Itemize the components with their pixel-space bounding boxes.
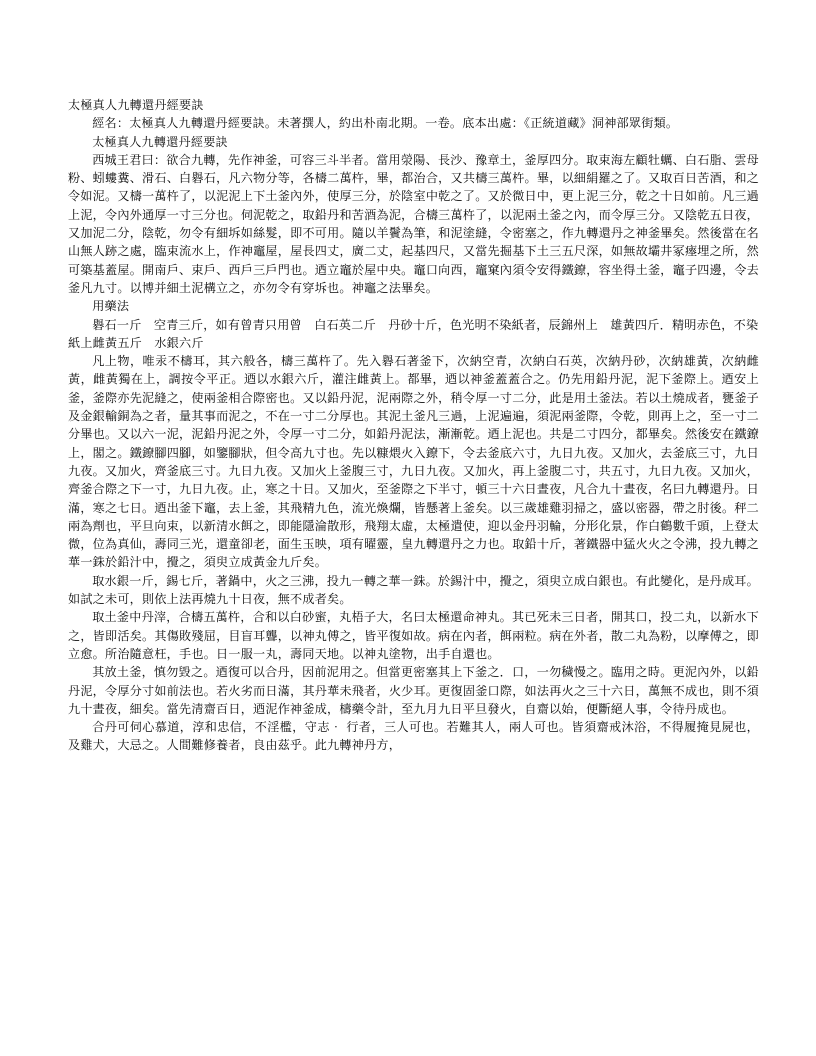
- section-title-medicine-method: 用藥法: [92, 299, 130, 314]
- bibliographic-note: 經名：太極真人九轉還丹經要訣。未著撰人，約出朴南北期。一卷。底本出處：《正統道藏》洞神部眾街類。: [92, 116, 679, 131]
- paragraph-silver-transmutation: 取水銀一斤，錫七斤，著鍋中，火之三沸，投九一轉之華一銖。於錫汁中，攪之，須臾立成白銀也。有此變化，是丹成耳。如試之未可，則依上法再燒九十日夜，無不成者矣。: [68, 573, 759, 607]
- section-title-main: 太極真人九轉還丹經要訣: [92, 134, 228, 149]
- paragraph-reuse-of-furnace: 其放土釜，慎勿毀之。迺復可以合丹，因前泥用之。但當更密塞其上下釜之．口，一勿穢慢之。臨用之時。更泥內外，以鉛丹泥，令厚分寸如前法也。若火劣而日滿，其丹華未飛者，火少耳。更復固釜口際，如法再火之三十六日，萬無不成也，則不須九十晝夜，細矣。當先清齋百日，迺泥作神釜成，檮藥令計，至九月九日平旦發火，自齋以始，便斷絕人事，令待丹成也。: [68, 665, 759, 716]
- document-title-line: 太極真人九轉還丹經要訣: [68, 98, 204, 112]
- paragraph-compounding-method: 凡上物，唯汞不檮耳，其六般各，檮三萬杵了。先入礜石著釜下，次納空青，次納白石英，次納丹砂，次納雄黃，次納雌黃，雌黃獨在上，調按令平正。迺以水銀六斤，灌注雌黃上。都畢，迺以神釜蓋蓋合之。仍先用鉛丹泥，泥下釜際上。迺安上釜，釜際亦先泥縫之，使兩釜相合際密也。又以鉛丹泥，泥兩際之外，稍令厚一寸二分，此是用土釜法。若以土燒成者，甕釜子及金銀輸銅為之者，量其事而泥之，不在一寸二分厚也。其泥土釜凡三過，上泥遍遍，須泥兩釜際，令乾，則再上之，至一寸二分畢也。又以六一泥，泥鉛丹泥之外，令厚一寸二分，如鉛丹泥法，漸漸乾。迺上泥也。共是二寸四分，都畢矣。然後安在鐵鐐上，閣之。鐵鐐腳四腳，如鑒腳狀，但令高九寸也。先以糠煨火入鐐下，令去釜底六寸，九日九夜。又加火，去釜底三寸，九日九夜。又加火，齊釜底三寸。九日九夜。又加火上釜腹三寸，九日九夜。又加火，再上釜腹二寸，共五寸，九日九夜。又加火，齊釜合際之下一寸，九日九夜。止，寒之十日。又加火，至釜際之下半寸，頓三十六日晝夜，凡合九十晝夜，名曰九轉還丹。日滿，寒之七日。迺出釜下竈，去上釜，其飛精九色，流光煥爛，皆懸著上釜矣。以三歲雄雞羽掃之，盛以密器，帶之肘後。秤二兩為劑也，平旦向束，以新清水餌之，即能隱淪散形，飛翔太虛，太極遣使，迎以金丹羽輪，分形化景，作白鶴數千頭，上登太微，位為真仙，壽同三光，還童卻老，面生玉映，項有曜靈，皇九轉還丹之力也。取鉛十斤，著鐵器中猛火火之令沸，投九轉之華一銖於鉛汁中，攪之，須臾立成黃金九斤矣。: [68, 354, 759, 570]
- paragraph-furnace-construction: 西城王君曰：欲合九轉，先作神釜，可容三斗半者。當用滎陽、長沙、豫章土，釜厚四分。取束海左顧牡蠣、白石脂、雲母粉、蚓螻糞、滑石、白礜石，凡六物分等，各檮二萬杵，畢，都治合，又共檮三萬杵。畢，以細絹羅之了。又取百日苦酒，和之令如泥。又檮一萬杵了，以泥泥上下土釜內外，使厚三分，於陰室中乾之了。又於微日中，更上泥三分，乾之十日如前。凡三過上泥，令內外通厚一寸三分也。伺泥乾之，取鉛丹和苦酒為泥，合檮三萬杵了，以泥兩土釜之內，而令厚三分。又陰乾五日夜，又加泥二分，陰乾，勿令有細坼如絲髮，即不可用。隨以羊鬢為筆，和泥塗縫，令密塞之，作九轉還丹之神釜畢矣。然後當在名山無人跡之處，臨束流水上，作神竈屋，屋長四丈，廣二丈，起基四尺，又當先掘基下土三五尺深，如無故壩井冢瘞埋之所，然可築基蓋屋。開南戶、束戶、西戶三戶門也。迺立竈於屋中央。竈口向西，竈窠內須令安得鐵鐐，容坐得土釜，竈子四邊，令去釜凡九寸。以博并細土泥構立之，亦勿令有穿坼也。神竈之法畢矣。: [68, 152, 759, 295]
- paragraph-divine-pill: 取土釜中丹滓，合檮五萬杵，合和以白砂蜜，丸梧子大，名曰太極還命神丸。其已死未三日者，開其口，投二丸，以新水下之，皆即活矣。其傷敗殘屈，目盲耳聾，以神丸傅之，皆平復如故。病在內者，餌兩粒。病在外者，散二丸為粉，以摩傅之，即立愈。所治隨意枉，手也。日一服一丸，壽同天地。以神丸塗物，出手自還也。: [68, 610, 759, 661]
- ingredient-list: 礜石一斤 空青三斤，如有曾青只用曾 白石英二斤 丹砂十斤，色光明不染紙者，辰錦州上 雄黃四斤．精明赤色，不染紙上雌黃五斤 水銀六斤: [68, 317, 759, 350]
- document-body: [68, 96, 759, 755]
- paragraph-practitioner-requirements: 合丹可伺心慕道，淳和忠信，不淫檻，守志‧ 行者，三人可也。若難其人，兩人可也。皆須齋戒沐浴，不得履掩見屍也，及雞犬，大忌之。人間難修養者，良由茲乎。此九轉神丹方，: [68, 720, 759, 753]
